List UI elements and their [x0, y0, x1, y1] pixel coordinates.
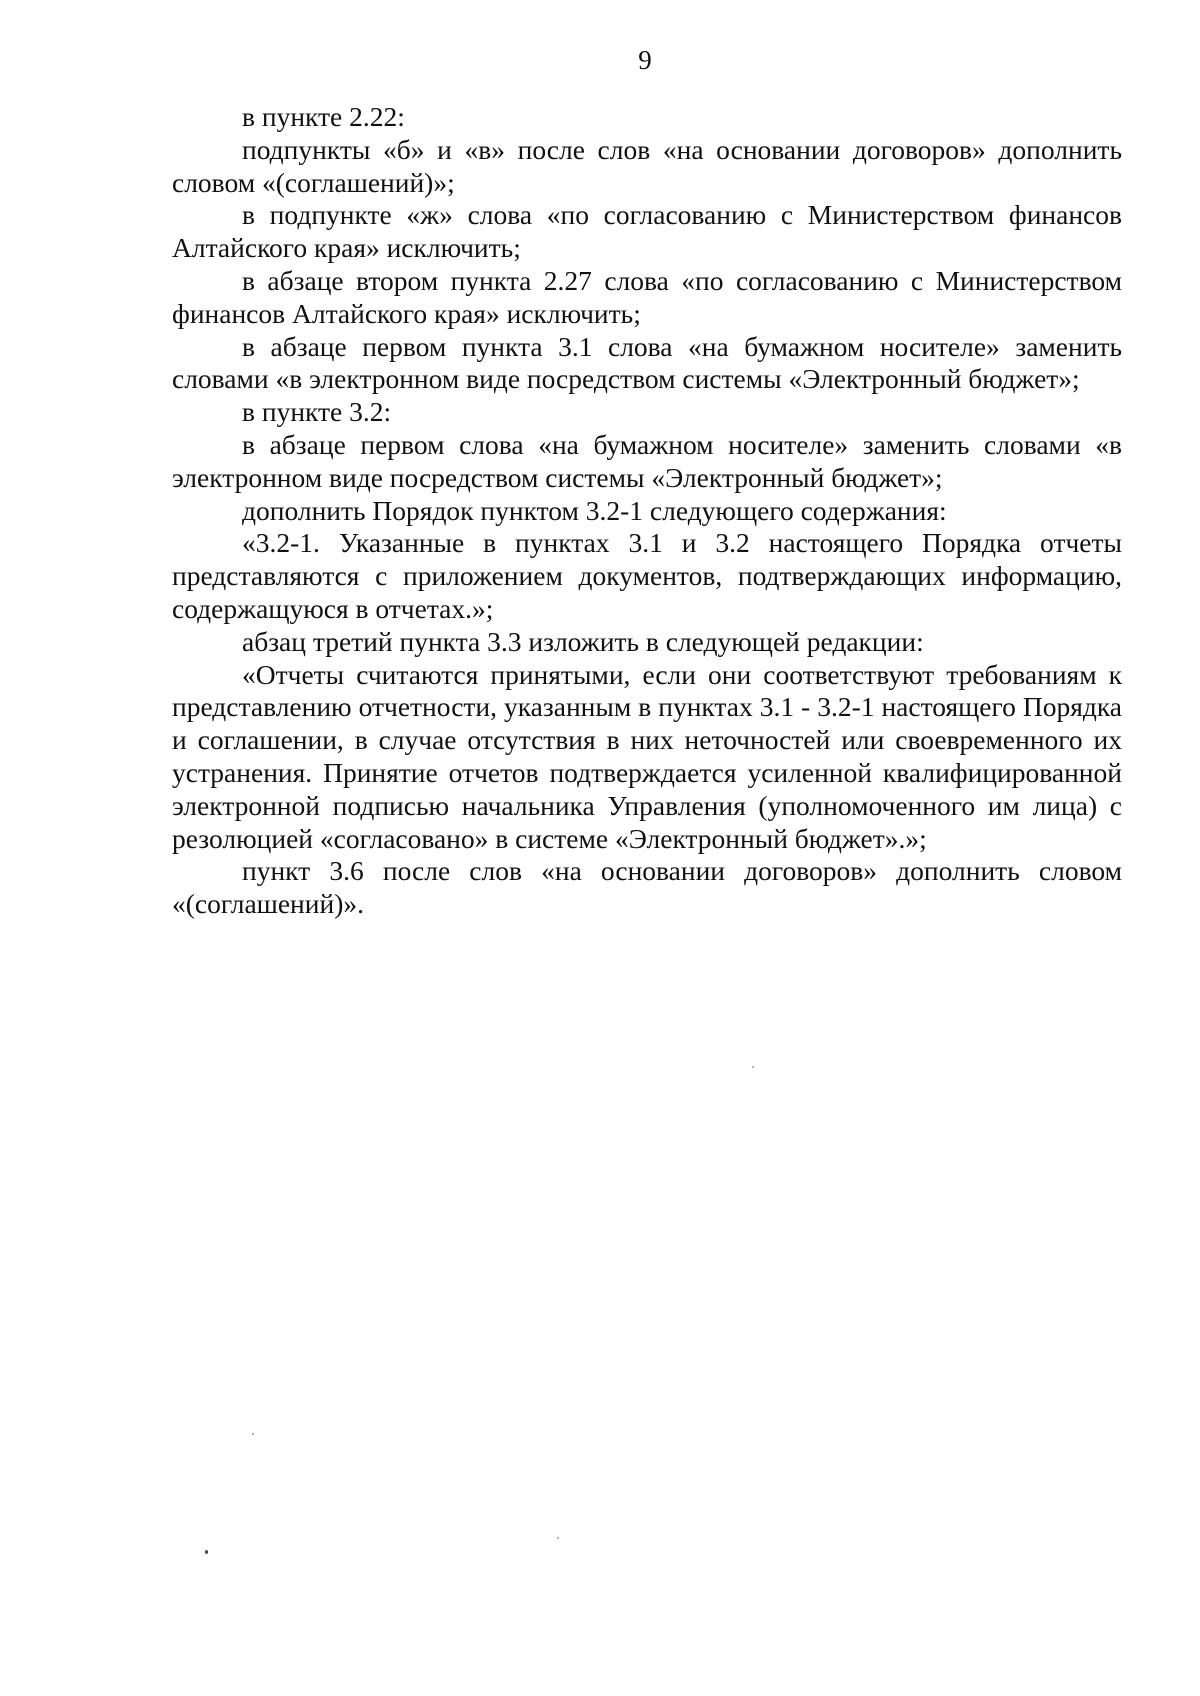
scan-speck — [557, 1537, 559, 1539]
paragraph-6: в пункте 3.2: — [242, 396, 392, 428]
scan-speck — [752, 1066, 754, 1068]
paragraph-1: в пункте 2.22: — [242, 101, 405, 132]
paragraph-12: пункт 3.6 после слов «на основании договоров» дополнить словом «(соглашений)». — [172, 855, 1122, 920]
document-body — [172, 101, 1122, 921]
scan-speck — [205, 1550, 208, 1554]
paragraph-5: в абзаце первом пункта 3.1 слова «на бумажном носителе» заменить словами «в электронном виде посредством системы «Электронный бюджет»; — [172, 330, 1122, 395]
paragraph-2: подпункты «б» и «в» после слов «на основании договоров» дополнить словом «(соглашений)»; — [172, 133, 1122, 198]
page-number: 9 — [638, 45, 652, 75]
scan-speck — [252, 1433, 254, 1435]
paragraph-10: абзац третий пункта 3.3 изложить в следующей редакции: — [242, 625, 924, 657]
paragraph-3: в подпункте «ж» слова «по согласованию с Министерством финансов Алтайского края» исключить; — [172, 199, 1122, 264]
paragraph-4: в абзаце втором пункта 2.27 слова «по согласованию с Министерством финансов Алтайского края» исключить; — [172, 264, 1122, 329]
paragraph-7: в абзаце первом слова «на бумажном носителе» заменить словами «в электронном виде посредством системы «Электронный бюджет»; — [172, 428, 1122, 493]
paragraph-9: «3.2-1. Указанные в пунктах 3.1 и 3.2 настоящего Порядка отчеты представляются с приложением документов, подтверждающих информацию, содержащуюся в отчетах.»; — [172, 527, 1122, 624]
paragraph-8: дополнить Порядок пунктом 3.2-1 следующего содержания: — [242, 494, 947, 526]
paragraph-11: «Отчеты считаются принятыми, если они соответствуют требованиям к представлению отчетности, указанным в пунктах 3.1 - 3.2-1 настоящего Порядка и соглашении, в случае отсутствия в них неточностей или своевременного их устранения. Принятие отчетов подтверждается усиленной квалифицированной электронной подписью начальника Управления (уполномоченного им лица) с резолюцией «согласовано» в системе «Электронный бюджет».»; — [172, 658, 1122, 854]
